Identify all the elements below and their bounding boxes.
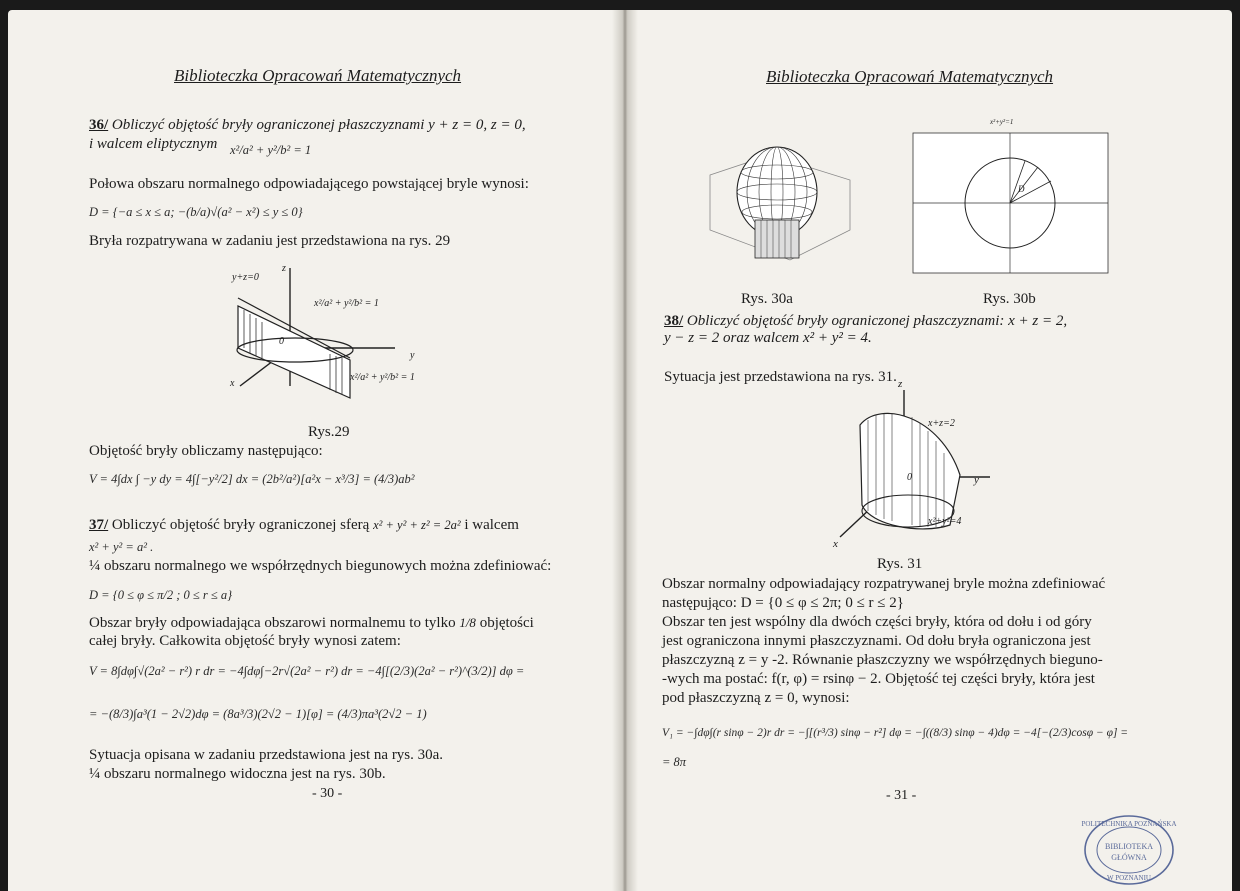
running-header-right: Biblioteczka Opracowań Matematycznych: [766, 67, 1054, 86]
fig31-cylinder-label: x²+y²=4: [928, 516, 962, 527]
volume-equation: V = 4∫dx ∫ −y dy = 4∫[−y²/2] dx = (2b²/a²)[a²x − x³/3] = (4/3)ab²: [89, 472, 415, 486]
normal-region-line6: -wych ma postać: f(r, φ) = rsinφ − 2. Objętość tej części bryły, która jest: [662, 671, 1095, 687]
normal-region-line5: płaszczyzną z = y -2. Równanie płaszczyzny we współrzędnych bieguno-: [662, 652, 1103, 668]
problem-36-line2: i walcem eliptycznym: [89, 136, 218, 152]
ellipse-equation: x²/a² + y²/b² = 1: [230, 143, 312, 157]
page-number-left: - 30 -: [312, 786, 343, 801]
normal-region-line1: Obszar normalny odpowiadający rozpatrywanej bryle można zdefiniować: [662, 576, 1106, 592]
problem-38-line2: y − z = 2 oraz walcem x² + y² = 4.: [664, 330, 872, 346]
normal-region-line4: jest ograniczona innymi płaszczyznami. Od dołu bryła ograniczona jest: [662, 633, 1091, 649]
running-header-left: Biblioteczka Opracowań Matematycznych: [174, 66, 462, 85]
fig30b-caption: Rys. 30b: [983, 291, 1036, 307]
fig30b-title: x²+y²=1: [990, 118, 1014, 126]
problem-36: [89, 117, 526, 134]
region-D2-equation: D = {0 ≤ φ ≤ π/2 ; 0 ≤ r ≤ a}: [89, 588, 233, 602]
volume-equation-2: V = 8∫dφ∫√(2a² − r²) r dr = −4∫dφ∫−2r√(2a² − r²) dr = −4∫[(2/3)(2a² − r²)^(3/2)] dφ =: [89, 664, 525, 678]
figure-31: [820, 385, 1020, 555]
sphere-equation: x² + y² + z² = 2a²: [373, 518, 461, 532]
problem-38-text: Obliczyć objętość bryły ograniczonej płaszczyznami: x + z = 2,: [686, 313, 1068, 329]
problem-37-tail: i walcem: [464, 517, 519, 533]
fig29-caption: Rys.29: [308, 424, 350, 440]
normal-region-line7: pod płaszczyzną z = 0, wynosi:: [662, 690, 850, 706]
problem-38-number: 38/: [664, 313, 684, 329]
problem-37: [89, 517, 519, 534]
stamp-top-text: POLITECHNIKA POZNAŃSKA: [1081, 820, 1177, 828]
correspondence-line2: całej bryły. Całkowita objętość bryły wynosi zatem:: [89, 633, 401, 649]
situation-31-text: Sytuacja jest przedstawiona na rys. 31.: [664, 369, 897, 385]
stamp-middle-text-1: BIBLIOTEKA: [1105, 842, 1153, 851]
fig29-ellipse-label-bottom: x²/a² + y²/b² = 1: [350, 372, 415, 383]
cylinder-equation: x² + y² = a² .: [89, 540, 154, 554]
normal-region-line3: Obszar ten jest wspólny dla dwóch części bryły, która od dołu i od góry: [662, 614, 1092, 630]
problem-37-number: 37/: [89, 517, 109, 533]
fig29-ellipse-label-top: x²/a² + y²/b² = 1: [314, 298, 379, 309]
problem-36-number: 36/: [89, 117, 109, 133]
v1-equation: V₁ = −∫dφ∫(r sinφ − 2)r dr = −∫[(r³/3) sinφ − r²] dφ = −∫((8/3) sinφ − 4)dφ = −4[−(2/3)cosφ − φ] =: [662, 727, 1129, 739]
correspondence-tail: objętości: [479, 615, 534, 631]
volume-intro: Objętość bryły obliczamy następująco:: [89, 443, 323, 459]
situation-30b-text: ¼ obszaru normalnego widoczna jest na rys. 30b.: [89, 766, 386, 782]
situation-30a-text: Sytuacja opisana w zadaniu przedstawiona jest na rys. 30a.: [89, 747, 444, 763]
fig31-origin-label: 0: [907, 472, 912, 483]
half-area-text: Połowa obszaru normalnego odpowiadającego powstającej bryle wynosi:: [89, 176, 529, 192]
volume-equation-3: = −(8/3)∫a³(1 − 2√2)dφ = (8a³/3)(2√2 − 1)[φ] = (4/3)πa³(2√2 − 1): [89, 707, 427, 721]
problem-38: [664, 313, 1067, 330]
book-spine: [612, 10, 638, 891]
correspondence-text: Obszar bryły odpowiadająca obszarowi normalnemu to tylko: [89, 615, 456, 631]
fig30a-caption: Rys. 30a: [741, 291, 793, 307]
problem-36-text: Obliczyć objętość bryły ograniczonej płaszczyznami y + z = 0, z = 0,: [111, 117, 526, 133]
fig29-origin-label: 0: [279, 336, 284, 347]
problem-37-text: Obliczyć objętość bryły ograniczonej sferą: [111, 517, 370, 533]
library-stamp: [1080, 808, 1178, 886]
page-number-right: - 31 -: [886, 788, 917, 803]
one-eighth-fraction: 1/8: [459, 615, 476, 630]
fig29-plane-label: y+z=0: [232, 272, 259, 283]
v1-result: = 8π: [662, 755, 687, 769]
solid-reference-text: Bryła rozpatrywana w zadaniu jest przedstawiona na rys. 29: [89, 233, 451, 249]
figure-30b: [903, 125, 1115, 285]
fig31-caption: Rys. 31: [877, 556, 923, 572]
stamp-middle-text-2: GŁÓWNA: [1111, 853, 1147, 862]
stamp-bottom-text: W POZNANIU: [1106, 874, 1152, 882]
figure-30a: [700, 120, 860, 270]
fig29-y-axis-label: y: [410, 350, 415, 361]
fig31-z-axis-label: z: [898, 378, 903, 390]
fig30b-point-label: D: [1018, 184, 1025, 194]
fig29-z-axis-label: z: [282, 263, 286, 274]
fig31-y-axis-label: y: [974, 474, 979, 486]
region-D-equation: D = {−a ≤ x ≤ a; −(b/a)√(a² − x²) ≤ y ≤ 0}: [89, 205, 303, 219]
fig31-x-axis-label: x: [833, 538, 838, 550]
fig31-plane-label: x+z=2: [928, 418, 955, 429]
normal-region-line2: następująco: D = {0 ≤ φ ≤ 2π; 0 ≤ r ≤ 2}: [662, 595, 904, 611]
correspondence-line1: [89, 614, 534, 632]
quarter-definition-text: ¼ obszaru normalnego we współrzędnych biegunowych można zdefiniować:: [89, 558, 552, 574]
fig29-x-axis-label: x: [230, 378, 235, 389]
